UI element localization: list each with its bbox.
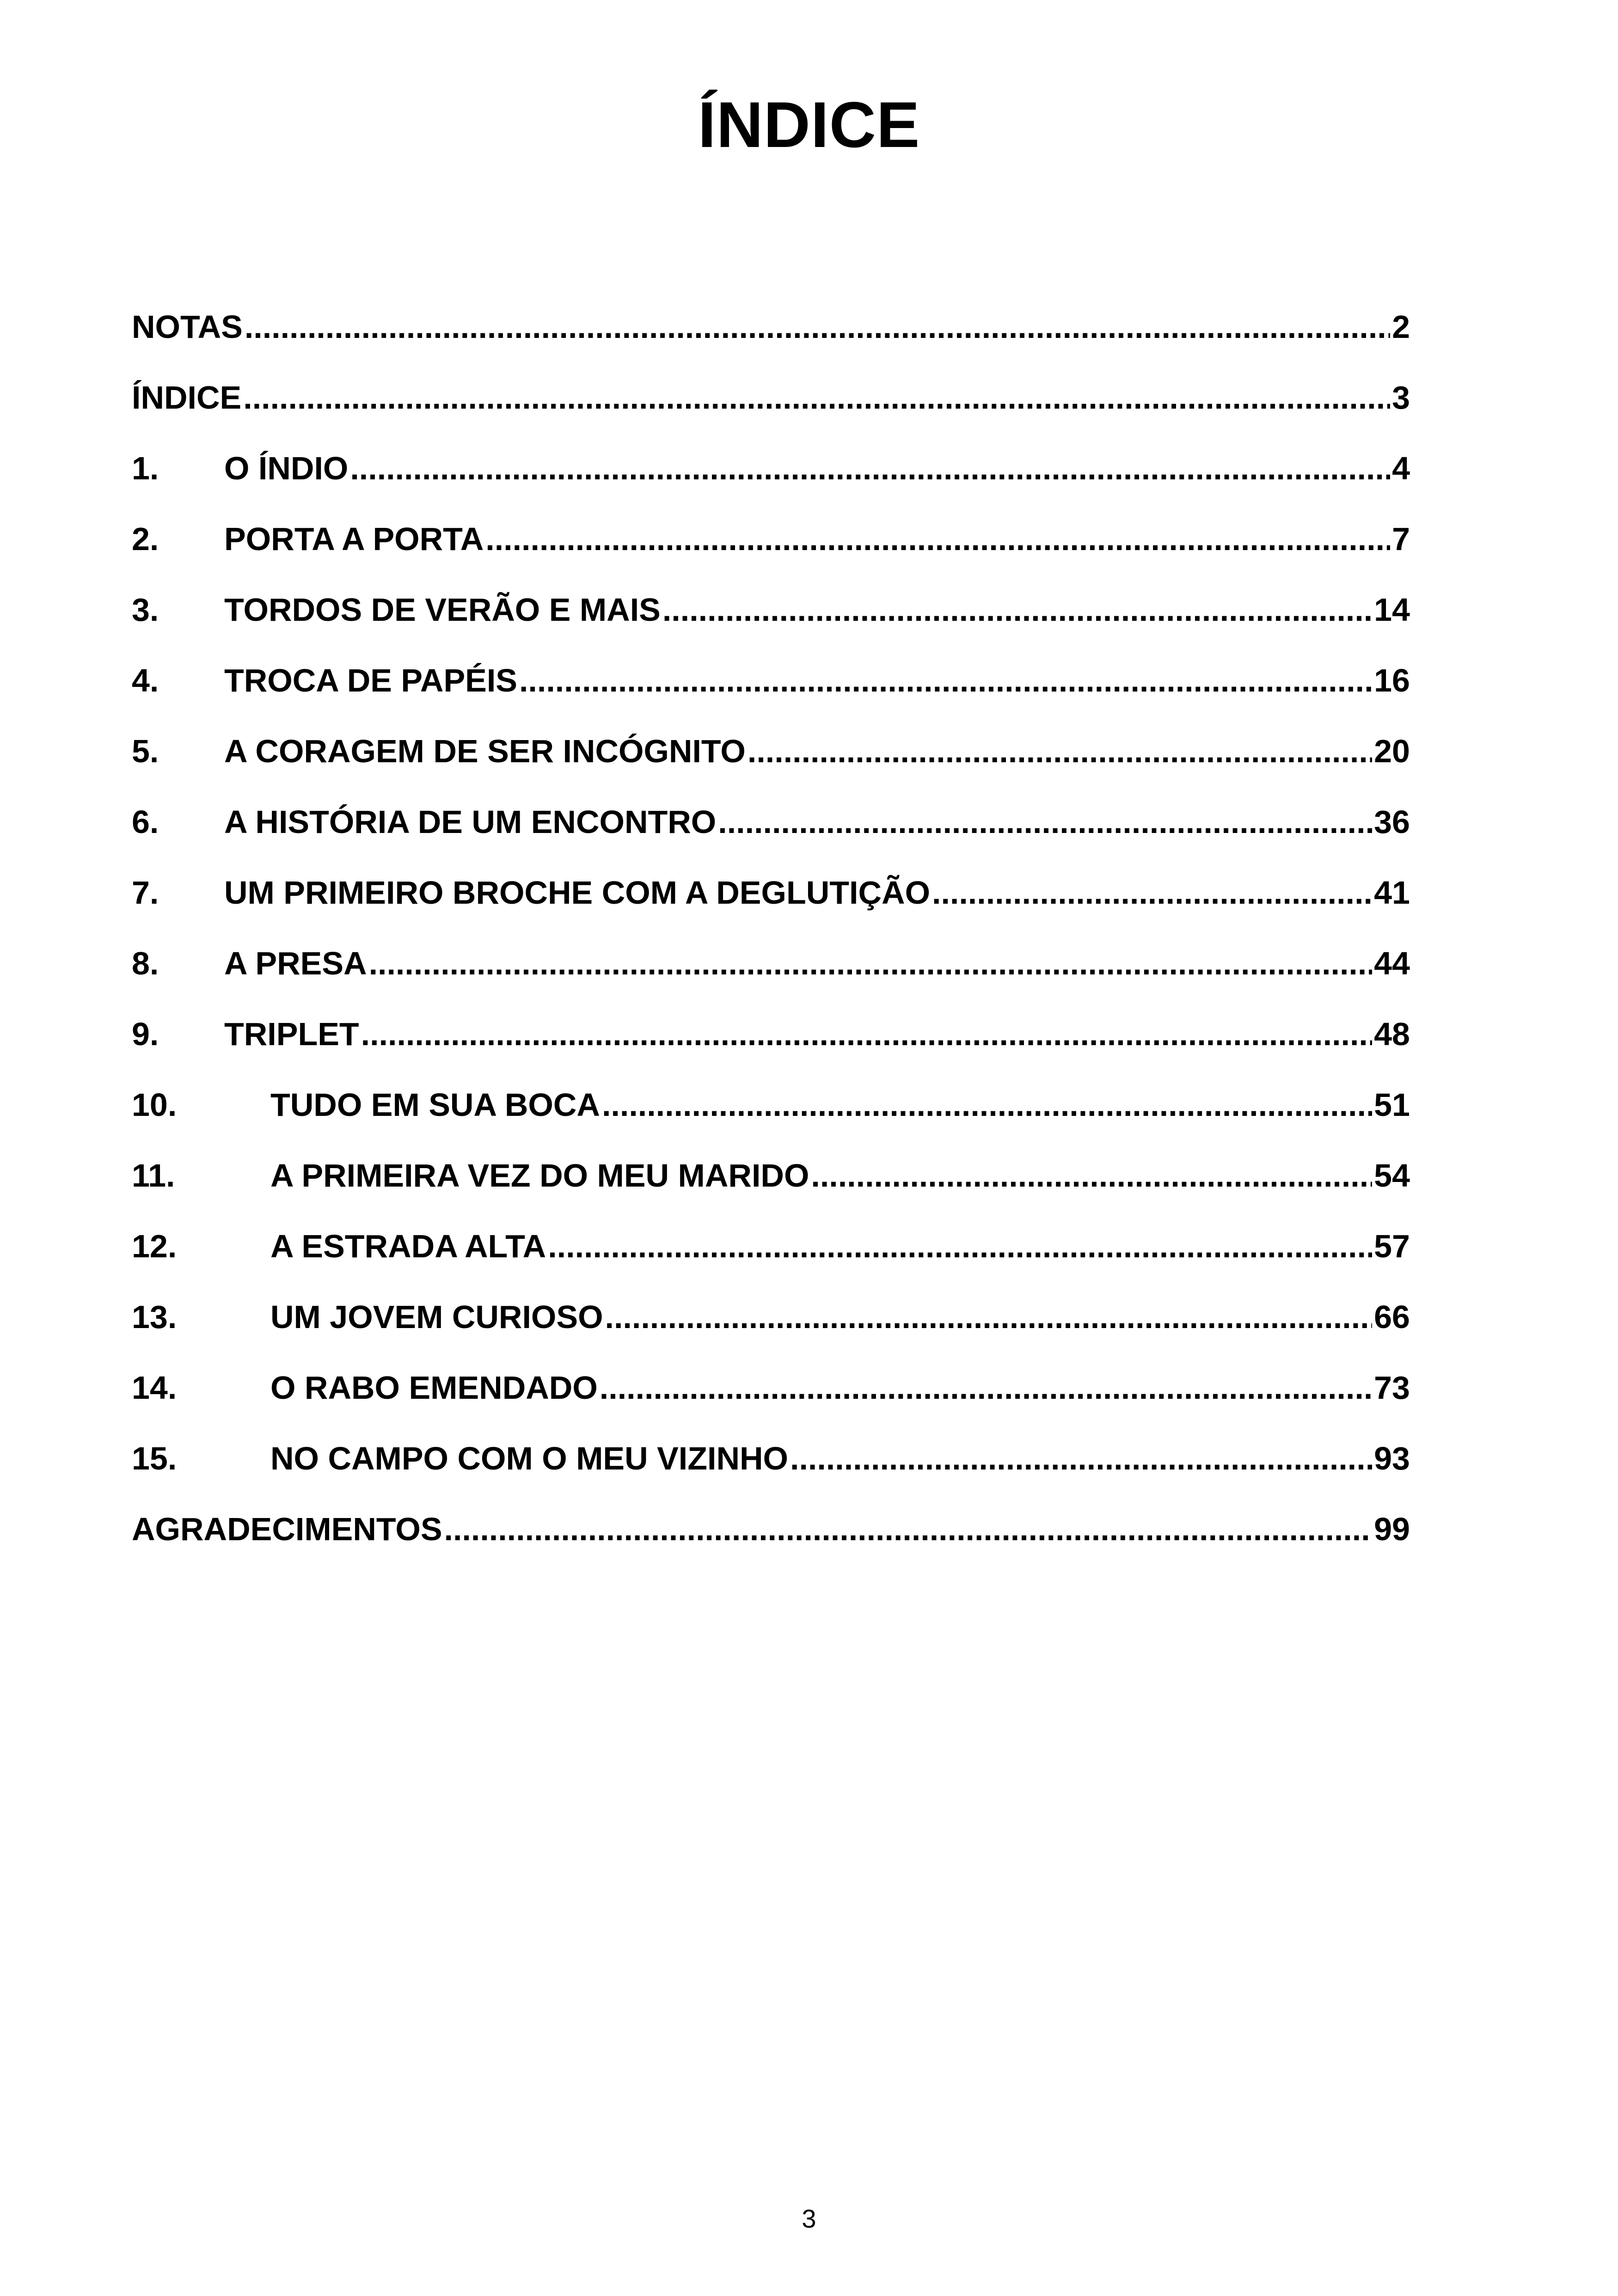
toc-entry-page: 66 (1374, 1298, 1410, 1335)
dot-leader (350, 450, 1390, 487)
dot-leader (600, 1369, 1372, 1406)
toc-entry-number: 2. (132, 520, 159, 557)
toc-entry-chapter-15[interactable] (132, 1423, 1410, 1494)
toc-entry-number: 5. (132, 733, 159, 769)
toc-entry-page: 99 (1374, 1511, 1410, 1547)
dot-leader (790, 1440, 1372, 1477)
dot-leader (748, 733, 1372, 770)
toc-entry-number: 4. (132, 662, 159, 698)
toc-entry-page: 41 (1374, 874, 1410, 911)
dot-leader (369, 945, 1373, 982)
toc-entry-chapter-5[interactable] (132, 716, 1410, 786)
toc-entry-label: UM JOVEM CURIOSO (270, 1298, 603, 1335)
toc-entry-label: TROCA DE PAPÉIS (224, 662, 517, 698)
page-number: 3 (802, 2204, 816, 2233)
toc-entry-label: O RABO EMENDADO (270, 1369, 598, 1406)
toc-entry-number: 6. (132, 803, 159, 840)
toc-entry-page: 7 (1392, 520, 1410, 557)
toc-entry-page: 51 (1374, 1086, 1410, 1123)
dot-leader (718, 803, 1372, 840)
toc-entry-chapter-14[interactable] (132, 1352, 1410, 1423)
toc-entry-chapter-3[interactable] (132, 574, 1410, 645)
toc-entry-label: TUDO EM SUA BOCA (270, 1086, 600, 1123)
toc-entry-page: 93 (1374, 1440, 1410, 1476)
toc-entry-number: 10. (132, 1086, 177, 1123)
toc-entry-chapter-4[interactable] (132, 645, 1410, 716)
toc-entry-label: A PRIMEIRA VEZ DO MEU MARIDO (270, 1157, 809, 1194)
toc-entry-chapter-13[interactable] (132, 1281, 1410, 1352)
toc-entry-label: PORTA A PORTA (224, 520, 484, 557)
toc-entry-chapter-10[interactable] (132, 1069, 1410, 1140)
toc-entry-chapter-11[interactable] (132, 1140, 1410, 1211)
toc-entry-label: NOTAS (132, 308, 243, 345)
toc-entry-label: TORDOS DE VERÃO E MAIS (224, 591, 661, 628)
dot-leader (519, 662, 1372, 699)
toc-entry-number: 11. (132, 1157, 175, 1194)
page-title: ÍNDICE (698, 88, 920, 161)
dot-leader (444, 1511, 1373, 1548)
dot-leader (811, 1157, 1372, 1194)
toc-entry-number: 12. (132, 1228, 177, 1264)
toc-entry-page: 16 (1374, 662, 1410, 698)
dot-leader (602, 1086, 1372, 1123)
toc-entry-number: 8. (132, 945, 159, 981)
toc-entry-label: UM PRIMEIRO BROCHE COM A DEGLUTIÇÃO (224, 874, 931, 911)
toc-entry-chapter-6[interactable] (132, 786, 1410, 857)
toc-entry-page: 20 (1374, 733, 1410, 769)
toc-entry-page: 36 (1374, 803, 1410, 840)
toc-entry-label: NO CAMPO COM O MEU VIZINHO (270, 1440, 788, 1476)
toc-entry-label: AGRADECIMENTOS (132, 1511, 442, 1547)
toc-entry-number: 3. (132, 591, 159, 628)
toc-entry-number: 13. (132, 1298, 177, 1335)
dot-leader (361, 1016, 1372, 1053)
toc-entry-chapter-2[interactable] (132, 503, 1410, 574)
toc-entry-page: 44 (1374, 945, 1410, 981)
toc-entry-indice[interactable] (132, 362, 1410, 433)
toc-entry-page: 54 (1374, 1157, 1410, 1194)
toc-entry-number: 7. (132, 874, 159, 911)
toc-entry-page: 73 (1374, 1369, 1410, 1406)
toc-entry-label: A HISTÓRIA DE UM ENCONTRO (224, 803, 717, 840)
toc-entry-page: 3 (1392, 379, 1410, 416)
toc-entry-chapter-1[interactable] (132, 433, 1410, 503)
toc-entry-notas[interactable] (132, 291, 1410, 362)
toc-entry-label: TRIPLET (224, 1016, 359, 1052)
table-of-contents (132, 291, 1410, 1564)
toc-entry-page: 57 (1374, 1228, 1410, 1264)
toc-entry-label: A CORAGEM DE SER INCÓGNITO (224, 733, 746, 769)
toc-entry-agradecimentos[interactable] (132, 1494, 1410, 1564)
dot-leader (932, 874, 1372, 911)
toc-entry-chapter-8[interactable] (132, 928, 1410, 998)
toc-entry-page: 2 (1392, 308, 1410, 345)
toc-entry-chapter-9[interactable] (132, 998, 1410, 1069)
toc-entry-number: 14. (132, 1369, 177, 1406)
toc-entry-number: 1. (132, 450, 159, 486)
toc-entry-chapter-7[interactable] (132, 857, 1410, 928)
toc-entry-label: A ESTRADA ALTA (270, 1228, 546, 1264)
toc-entry-page: 48 (1374, 1016, 1410, 1052)
toc-entry-number: 9. (132, 1016, 159, 1052)
toc-entry-label: O ÍNDIO (224, 450, 349, 486)
toc-entry-label: A PRESA (224, 945, 367, 981)
dot-leader (662, 591, 1372, 628)
toc-entry-chapter-12[interactable] (132, 1211, 1410, 1281)
dot-leader (605, 1298, 1373, 1335)
dot-leader (548, 1228, 1372, 1265)
toc-entry-label: ÍNDICE (132, 379, 242, 416)
dot-leader (245, 308, 1390, 345)
dot-leader (243, 379, 1390, 416)
dot-leader (485, 520, 1390, 557)
toc-entry-page: 4 (1392, 450, 1410, 486)
toc-entry-page: 14 (1374, 591, 1410, 628)
toc-entry-number: 15. (132, 1440, 177, 1476)
